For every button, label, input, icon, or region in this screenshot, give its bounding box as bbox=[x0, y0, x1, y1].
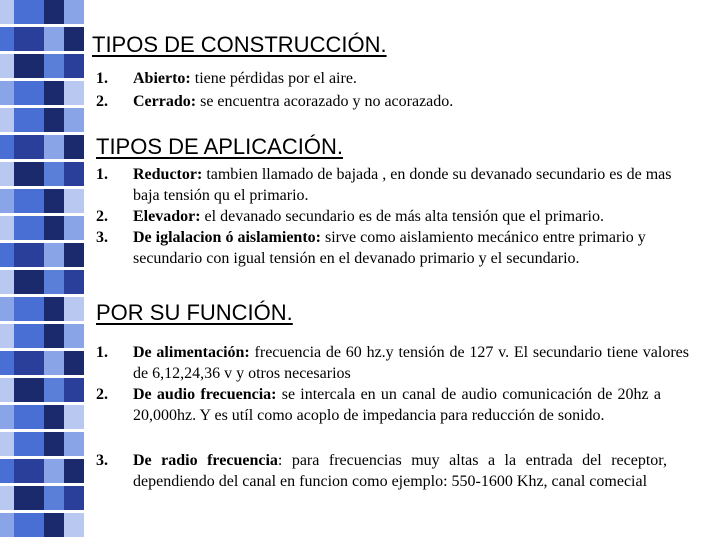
strip-block bbox=[14, 459, 44, 483]
item-text: tambien llamado de bajada , en donde su devanado secundario es de mas baja tensión qu el primario. bbox=[133, 166, 672, 204]
list-item bbox=[96, 164, 696, 206]
strip-block bbox=[64, 189, 84, 213]
item-text: sirve como aislamiento mecánico entre primario y secundario con igual tensión en el devanado primario y el secundario. bbox=[133, 229, 646, 267]
section-title-aplicacion: TIPOS DE APLICACIÓN. bbox=[96, 134, 343, 159]
strip-block bbox=[0, 216, 14, 240]
strip-block bbox=[0, 459, 14, 483]
item-term: Cerrado: bbox=[133, 93, 197, 110]
list-item bbox=[96, 342, 696, 384]
strip-block bbox=[44, 378, 64, 402]
strip-block bbox=[0, 54, 14, 78]
strip-block bbox=[64, 27, 84, 51]
item-number: 1. bbox=[96, 344, 108, 361]
item-term: De radio frecuencia bbox=[133, 452, 278, 469]
item-term: Elevador: bbox=[133, 208, 201, 225]
strip-block bbox=[0, 27, 14, 51]
strip-block bbox=[14, 54, 44, 78]
strip-block bbox=[14, 162, 44, 186]
item-number: 3. bbox=[96, 452, 108, 469]
strip-block bbox=[44, 27, 64, 51]
strip-block bbox=[14, 378, 44, 402]
strip-block bbox=[64, 81, 84, 105]
strip-block bbox=[44, 270, 64, 294]
strip-block bbox=[44, 351, 64, 375]
item-text: tiene pérdidas por el aire. bbox=[190, 70, 357, 87]
list-item bbox=[96, 450, 696, 513]
strip-block bbox=[0, 135, 14, 159]
decorative-side-strip bbox=[0, 0, 88, 540]
item-number: 2. bbox=[96, 208, 108, 225]
strip-block bbox=[64, 432, 84, 456]
item-term: De iglalacion ó aislamiento: bbox=[133, 229, 321, 246]
item-number: 1. bbox=[96, 70, 108, 87]
strip-block bbox=[64, 405, 84, 429]
strip-block bbox=[0, 378, 14, 402]
strip-block bbox=[44, 54, 64, 78]
strip-block bbox=[0, 324, 14, 348]
list-item bbox=[96, 206, 696, 227]
strip-block bbox=[64, 162, 84, 186]
item-number: 2. bbox=[96, 386, 108, 403]
strip-block bbox=[0, 189, 14, 213]
item-text: : para frecuencias muy altas a la entrada del receptor, dependiendo del canal en funcion como ejemplo: 550-1600 Khz, canal comecial bbox=[133, 452, 667, 490]
list-item bbox=[96, 91, 696, 112]
strip-block bbox=[14, 27, 44, 51]
strip-block bbox=[44, 486, 64, 510]
strip-block bbox=[44, 216, 64, 240]
strip-block bbox=[14, 405, 44, 429]
strip-block bbox=[44, 324, 64, 348]
strip-block bbox=[44, 297, 64, 321]
item-term: De alimentación: bbox=[133, 344, 250, 361]
item-term: De audio frecuencia: bbox=[133, 386, 277, 403]
strip-block bbox=[14, 81, 44, 105]
strip-block bbox=[44, 405, 64, 429]
strip-block bbox=[64, 135, 84, 159]
strip-block bbox=[44, 189, 64, 213]
strip-block bbox=[0, 270, 14, 294]
strip-block bbox=[0, 405, 14, 429]
strip-block bbox=[64, 270, 84, 294]
strip-block bbox=[64, 0, 84, 24]
section-title-construccion: TIPOS DE CONSTRUCCIÓN. bbox=[92, 32, 387, 57]
strip-block bbox=[64, 108, 84, 132]
strip-block bbox=[44, 81, 64, 105]
strip-block bbox=[0, 351, 14, 375]
strip-block bbox=[0, 297, 14, 321]
strip-block bbox=[0, 486, 14, 510]
item-number: 3. bbox=[96, 229, 108, 246]
strip-block bbox=[0, 81, 14, 105]
strip-block bbox=[0, 0, 14, 24]
item-term: Abierto: bbox=[133, 70, 191, 87]
strip-block bbox=[14, 0, 44, 24]
strip-block bbox=[64, 513, 84, 537]
strip-block bbox=[44, 0, 64, 24]
item-text: se encuentra acorazado y no acorazado. bbox=[196, 93, 454, 110]
strip-block bbox=[14, 135, 44, 159]
strip-block bbox=[64, 486, 84, 510]
strip-block bbox=[44, 243, 64, 267]
strip-block bbox=[0, 162, 14, 186]
strip-block bbox=[44, 459, 64, 483]
strip-block bbox=[44, 108, 64, 132]
section-title-funcion: POR SU FUNCIÓN. bbox=[96, 300, 293, 325]
list-item bbox=[96, 68, 696, 89]
strip-block bbox=[44, 513, 64, 537]
strip-block bbox=[0, 243, 14, 267]
strip-block bbox=[14, 243, 44, 267]
item-text: frecuencia de 60 hz.y tensión de 127 v. El secundario tiene valores de 6,12,24,36 v y otros necesarios bbox=[133, 344, 689, 382]
strip-block bbox=[14, 513, 44, 537]
strip-block bbox=[14, 351, 44, 375]
strip-block bbox=[0, 108, 14, 132]
strip-block bbox=[14, 324, 44, 348]
item-number: 1. bbox=[96, 166, 108, 183]
item-text: el devanado secundario es de más alta tensión que el primario. bbox=[200, 208, 604, 225]
strip-block bbox=[14, 270, 44, 294]
strip-block bbox=[0, 513, 14, 537]
strip-block bbox=[64, 243, 84, 267]
list-item bbox=[96, 227, 696, 290]
strip-block bbox=[64, 324, 84, 348]
strip-block bbox=[14, 108, 44, 132]
strip-block bbox=[64, 216, 84, 240]
strip-block bbox=[14, 189, 44, 213]
strip-block bbox=[14, 297, 44, 321]
item-term: Reductor: bbox=[133, 166, 203, 183]
strip-block bbox=[64, 378, 84, 402]
strip-block bbox=[14, 432, 44, 456]
strip-block bbox=[44, 432, 64, 456]
strip-block bbox=[44, 162, 64, 186]
strip-block bbox=[14, 486, 44, 510]
item-text: se intercala en un canal de audio comunicación de 20hz a 20,000hz. Y es utíl como acoplo de impedancia para reducción de sonido. bbox=[133, 386, 661, 424]
strip-block bbox=[64, 297, 84, 321]
strip-block bbox=[0, 432, 14, 456]
strip-block bbox=[64, 459, 84, 483]
strip-block bbox=[64, 351, 84, 375]
list-item bbox=[96, 384, 696, 447]
strip-block bbox=[44, 135, 64, 159]
strip-block bbox=[64, 54, 84, 78]
strip-block bbox=[14, 216, 44, 240]
item-number: 2. bbox=[96, 93, 108, 110]
